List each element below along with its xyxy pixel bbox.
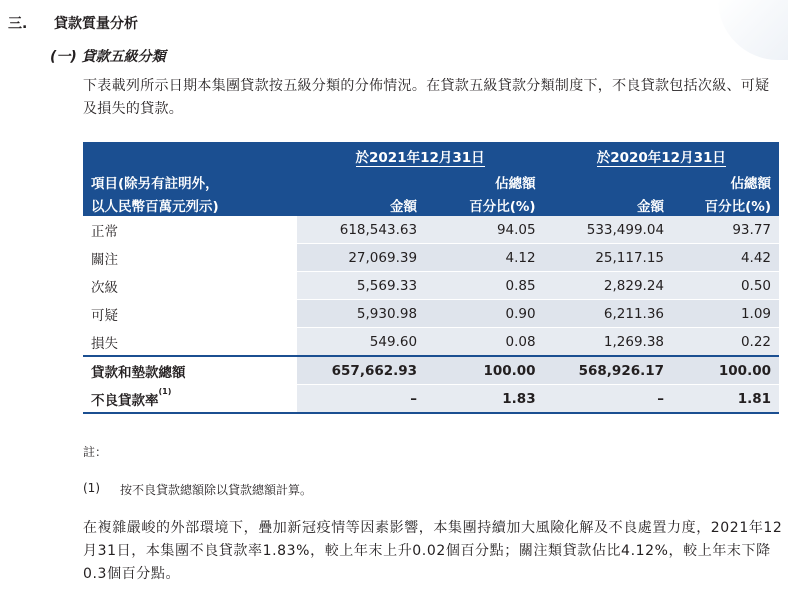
amount-2021: 618,543.63: [297, 216, 425, 244]
pct-header-2020-line2: 百分比(%): [672, 193, 779, 216]
period-2021-label: 於2021年12月31日: [355, 150, 485, 166]
pct-2020: 4.42: [672, 244, 779, 272]
period-2021-header: [297, 142, 544, 170]
pct-2021: 0.85: [425, 272, 544, 300]
total-amount-2020: 568,926.17: [544, 356, 672, 385]
period-2020-header: [544, 142, 779, 170]
loan-classification-table: [83, 142, 779, 414]
table-row: [83, 272, 779, 300]
pct-header-2021-line1: 佔總額: [425, 170, 544, 193]
total-pct-2021: 100.00: [425, 356, 544, 385]
period-2020-label: 於2020年12月31日: [596, 150, 726, 166]
npl-label: 不良貸款率: [91, 392, 159, 409]
row-label: 關注: [83, 244, 297, 272]
total-pct-2020: 100.00: [672, 356, 779, 385]
table-header-row-2: [83, 170, 779, 193]
total-label: 貸款和墊款總額: [83, 356, 297, 385]
footnote-marker: (1): [158, 386, 172, 396]
npl-pct-2021: 1.83: [425, 385, 544, 414]
amount-2021: 27,069.39: [297, 244, 425, 272]
table-row: [83, 244, 779, 272]
amount-2020: 533,499.04: [544, 216, 672, 244]
section-title: 貸款質量分析: [54, 16, 138, 32]
row-label: 次級: [83, 272, 297, 300]
section-number: 三.: [8, 16, 28, 32]
intro-paragraph: 下表載列所示日期本集團貸款按五級分類的分佈情況。在貸款五級貸款分類制度下，不良貸款包括次級、可疑及損失的貸款。: [83, 78, 770, 117]
header-blank: [544, 170, 672, 193]
amount-2020: 2,829.24: [544, 272, 672, 300]
amount-2021: 5,930.98: [297, 300, 425, 328]
corner-decoration: [718, 0, 788, 60]
pct-2021: 4.12: [425, 244, 544, 272]
amount-2021: 549.60: [297, 328, 425, 357]
total-amount-2021: 657,662.93: [297, 356, 425, 385]
pct-2020: 0.50: [672, 272, 779, 300]
notes-heading: 註：: [83, 445, 108, 459]
pct-2021: 0.08: [425, 328, 544, 357]
pct-2020: 0.22: [672, 328, 779, 357]
pct-2020: 1.09: [672, 300, 779, 328]
table-header-row-periods: [83, 142, 779, 170]
amount-header-2020: 金額: [544, 193, 672, 216]
header-blank: [83, 142, 297, 170]
total-row: [83, 356, 779, 385]
pct-2021: 0.90: [425, 300, 544, 328]
table-row: [83, 216, 779, 244]
amount-2020: 25,117.15: [544, 244, 672, 272]
item-header-line1: 項目(除另有註明外，: [83, 170, 297, 193]
note-number: (1): [83, 481, 100, 495]
item-header-line2: 以人民幣百萬元列示): [83, 193, 297, 216]
table-row: [83, 328, 779, 357]
amount-2021: 5,569.33: [297, 272, 425, 300]
npl-pct-2020: 1.81: [672, 385, 779, 414]
pct-header-2020-line1: 佔總額: [672, 170, 779, 193]
table-header-row-3: [83, 193, 779, 216]
table-row: [83, 300, 779, 328]
npl-ratio-row: [83, 385, 779, 414]
header-blank: [297, 170, 425, 193]
subsection-title: (一) 貸款五級分類: [50, 49, 166, 65]
closing-paragraph: 在複雜嚴峻的外部環境下，疊加新冠疫情等因素影響，本集團持續加大風險化解及不良處置力度，2021年12月31日，本集團不良貸款率1.83%，較上年末上升0.02個百分點；關注類貸款佔比4.12%，較上年末下降0.3個百分點。: [83, 520, 783, 582]
npl-label-cell: [83, 385, 297, 414]
row-label: 損失: [83, 328, 297, 357]
row-label: 可疑: [83, 300, 297, 328]
pct-2020: 93.77: [672, 216, 779, 244]
row-label: 正常: [83, 216, 297, 244]
pct-2021: 94.05: [425, 216, 544, 244]
note-text: 按不良貸款總額除以貸款總額計算。: [120, 483, 313, 497]
npl-amount-2020: –: [544, 385, 672, 414]
npl-amount-2021: –: [297, 385, 425, 414]
pct-header-2021-line2: 百分比(%): [425, 193, 544, 216]
amount-header-2021: 金額: [297, 193, 425, 216]
amount-2020: 6,211.36: [544, 300, 672, 328]
amount-2020: 1,269.38: [544, 328, 672, 357]
